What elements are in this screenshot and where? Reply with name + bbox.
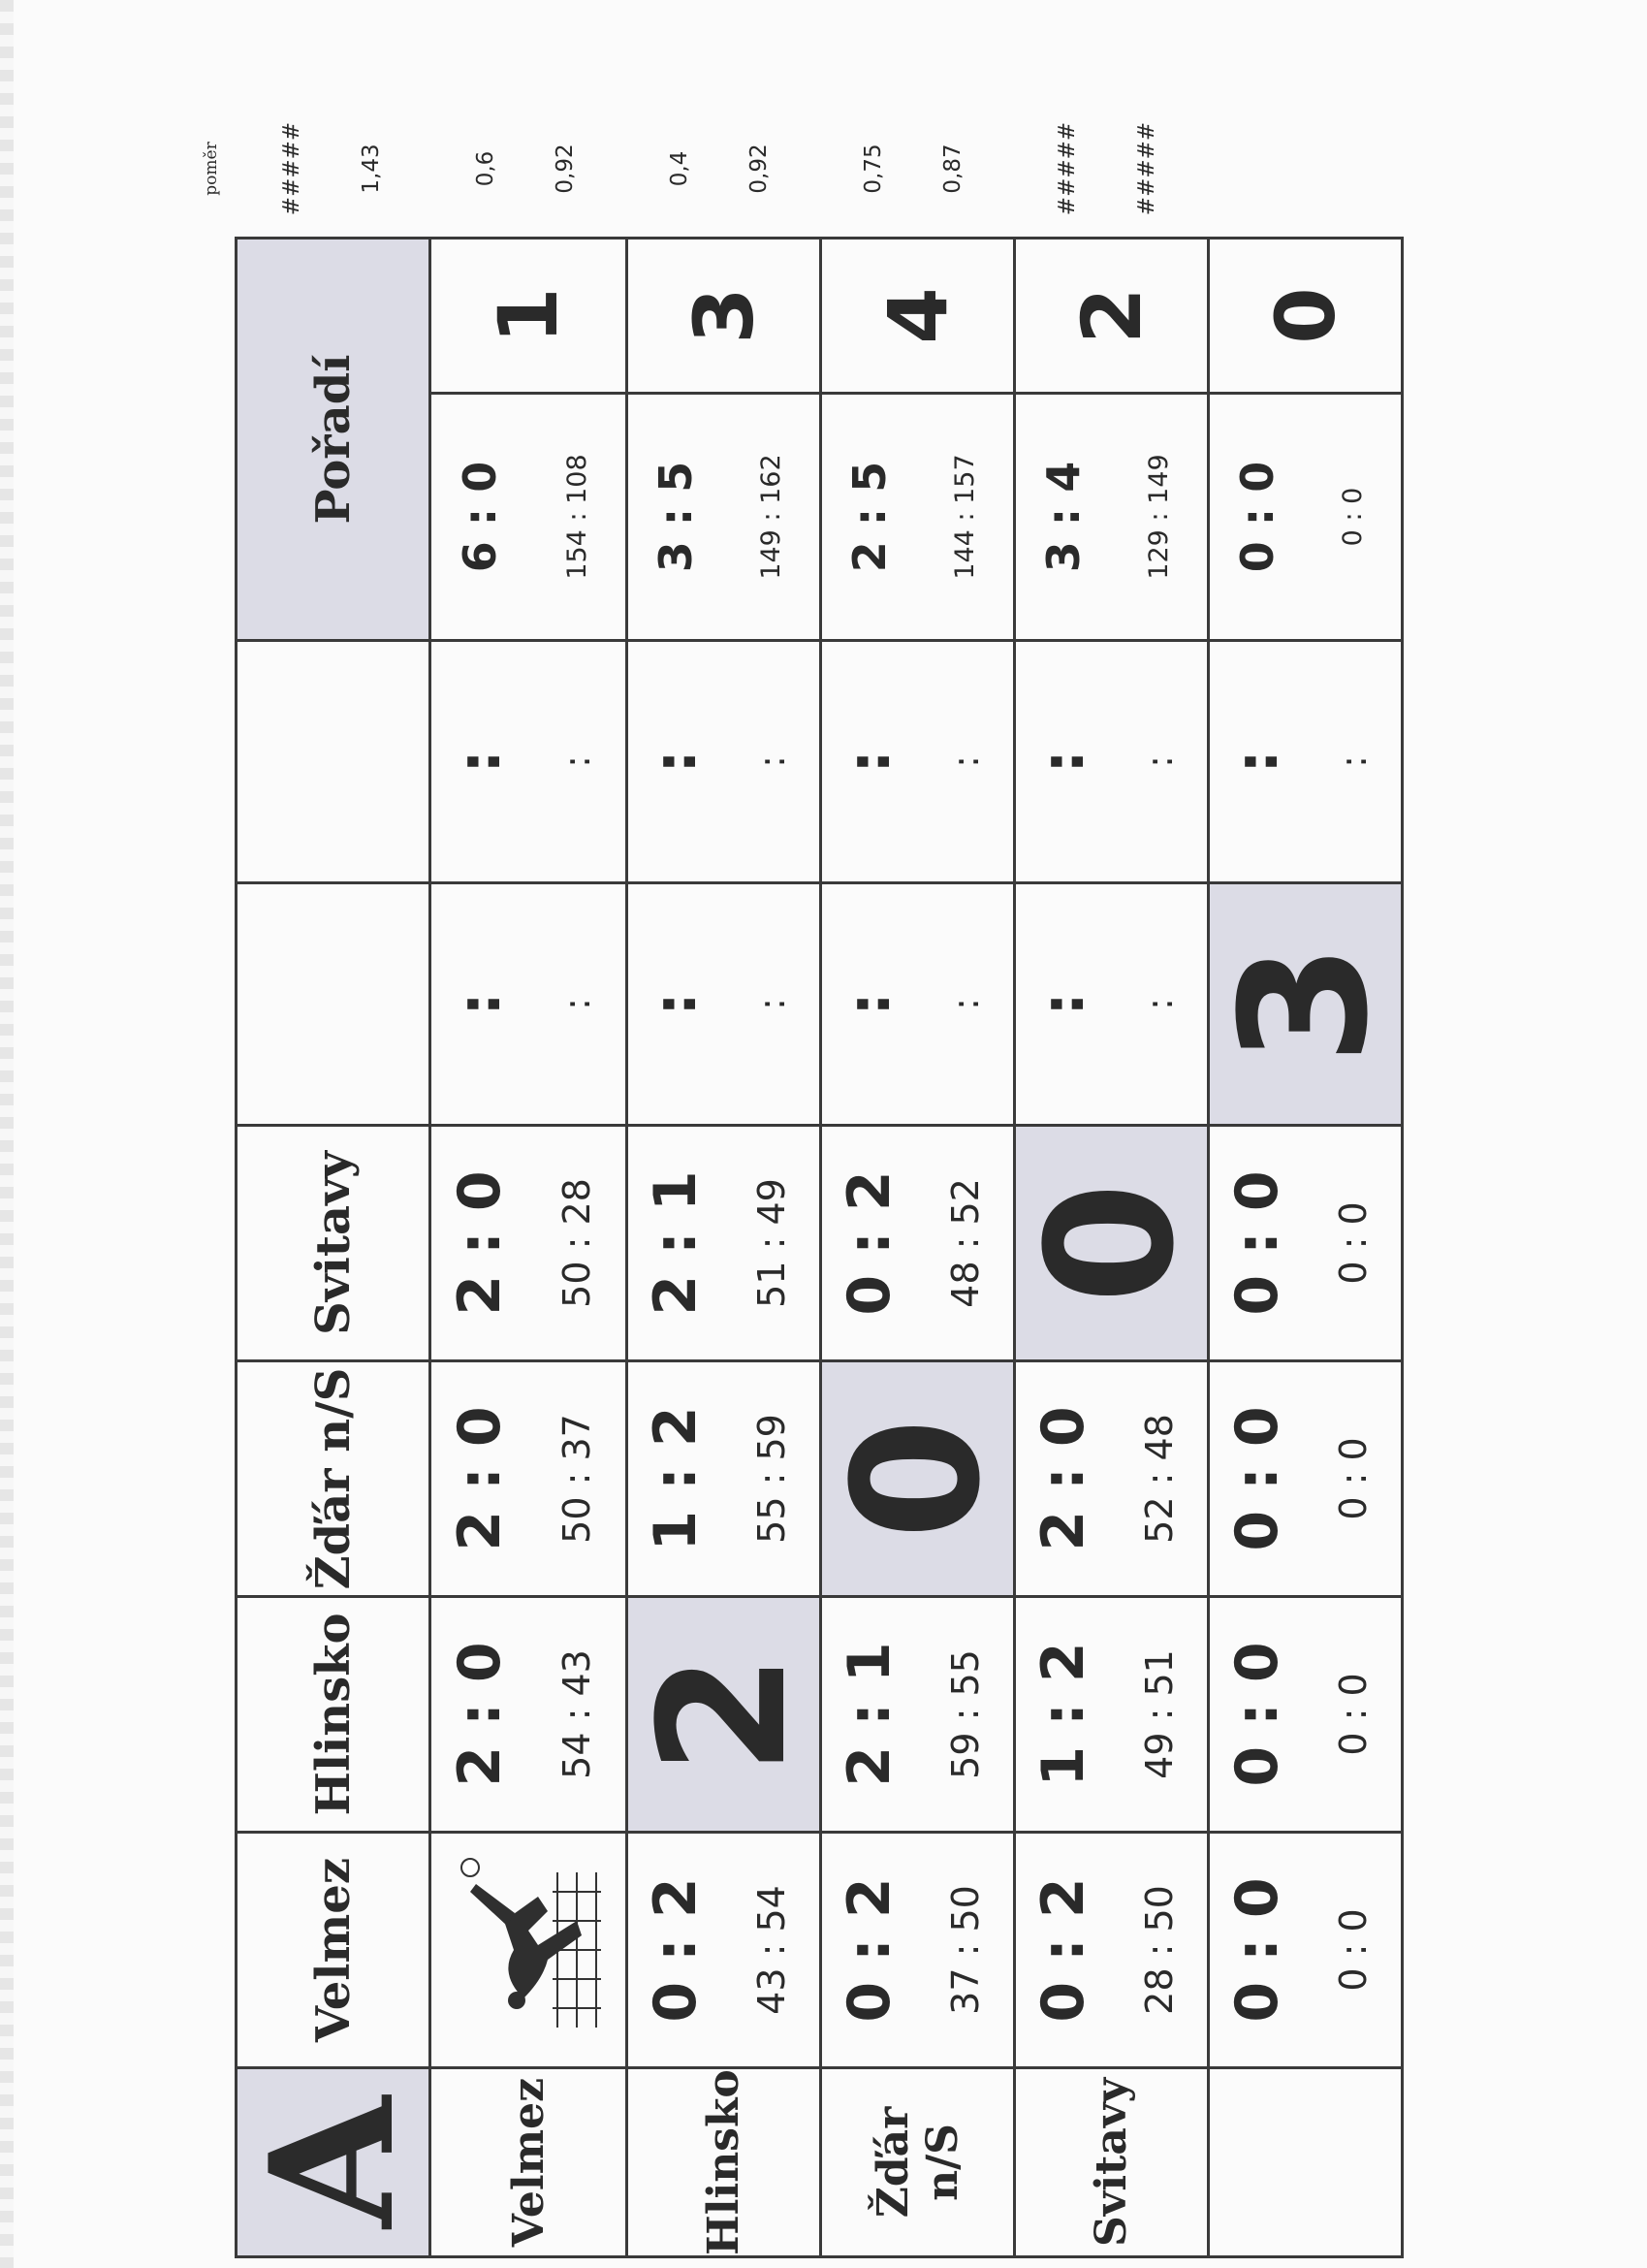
point-score: 28 : 50: [1137, 1885, 1181, 2015]
match-cell: [821, 641, 1015, 883]
row-head-label: Žďár n/S: [868, 2106, 967, 2219]
point-ratio: 0,87: [940, 144, 966, 194]
col-head-zdar: [237, 1361, 430, 1597]
match-cell: [430, 641, 627, 883]
point-score: 0 : 0: [1331, 1673, 1375, 1756]
set-score: 2 : 0: [446, 1406, 514, 1551]
match-cell: [1015, 1597, 1209, 1833]
match-cell: [430, 1361, 627, 1597]
point-score: :: [1137, 998, 1181, 1010]
point-score: :: [749, 755, 793, 768]
match-cell: [1209, 641, 1403, 883]
match-cell: [627, 641, 821, 883]
point-score: 37 : 50: [943, 1885, 987, 2015]
set-score: 0 : 0: [1223, 1877, 1292, 2023]
match-cell: [1015, 1361, 1209, 1597]
set-score: 0 : 0: [1223, 1642, 1292, 1787]
set-score: :: [642, 750, 711, 774]
diagonal-cell: [1203, 883, 1407, 1126]
header-row: [237, 239, 430, 2257]
match-cell: [627, 1833, 821, 2068]
match-cell: [1209, 1597, 1403, 1833]
row-head-label: Hlinsko: [699, 2069, 748, 2255]
total-points: 144 : 157: [950, 454, 981, 580]
group-letter: A: [234, 2096, 432, 2228]
total-sets: 3 : 5: [649, 461, 703, 573]
rank-cell: [1209, 239, 1403, 641]
set-score: 2 : 1: [836, 1642, 904, 1787]
point-score: 49 : 51: [1137, 1649, 1181, 1779]
set-ratio: #####: [1055, 121, 1080, 216]
match-cell: [821, 1126, 1015, 1361]
point-score: :: [1331, 755, 1375, 768]
rank-cell: [627, 239, 821, 641]
set-score: 0 : 0: [1223, 1406, 1292, 1551]
match-cell: [430, 883, 627, 1126]
row-head-hlinsko: [627, 2068, 821, 2257]
set-score: 2 : 0: [446, 1642, 514, 1787]
col-head-label: Velmez: [305, 1857, 361, 2043]
rank-cell: [1015, 239, 1209, 641]
set-score: 2 : 0: [1029, 1406, 1098, 1551]
set-score: 0 : 2: [836, 1877, 904, 2023]
col-head-label: Žďár n/S: [305, 1367, 361, 1590]
col-head-rank: [237, 239, 430, 641]
set-score: 0 : 2: [642, 1877, 711, 2023]
total-sets: 6 : 0: [454, 461, 506, 573]
table-row: [821, 239, 1015, 2257]
total-sets: 0 : 0: [1231, 461, 1284, 573]
match-cell: [1015, 1833, 1209, 2068]
place-number: 2: [1016, 240, 1207, 395]
point-score: 0 : 0: [1331, 1201, 1375, 1285]
col-head-svitavy: [237, 1126, 430, 1361]
set-ratio: 0,75: [861, 144, 886, 194]
set-score: :: [836, 750, 904, 774]
set-ratio: #####: [279, 121, 304, 216]
point-score: 51 : 49: [749, 1178, 793, 1308]
match-cell: [1015, 883, 1209, 1126]
point-score: 52 : 48: [1137, 1414, 1181, 1544]
set-score: 0 : 0: [1223, 1170, 1292, 1316]
total-points: 149 : 162: [756, 454, 787, 580]
total-points: 129 : 149: [1144, 454, 1175, 580]
set-ratio: 0,6: [473, 150, 498, 187]
total-sets: 3 : 4: [1037, 461, 1091, 573]
group-cell: [234, 2068, 432, 2257]
match-cell: [1209, 1126, 1403, 1361]
point-score: 0 : 0: [1331, 1437, 1375, 1520]
point-ratio: 1,43: [359, 144, 384, 194]
rank-cell: [821, 239, 1015, 641]
col-head-hlinsko: [237, 1597, 430, 1833]
place-number: 0: [1210, 240, 1401, 395]
table-row: [1209, 239, 1403, 2257]
diagonal-cell: [1009, 1126, 1213, 1361]
point-score: 50 : 37: [555, 1414, 598, 1544]
point-ratio: #####: [1134, 121, 1159, 216]
point-ratio: 0,92: [746, 144, 772, 194]
set-score: 2 : 1: [642, 1170, 711, 1316]
total-sets: 2 : 5: [843, 461, 897, 573]
point-score: :: [1137, 755, 1181, 768]
point-score: 50 : 28: [555, 1178, 598, 1308]
match-cell: [1209, 1361, 1403, 1597]
col-head-empty-5: [237, 883, 430, 1126]
match-cell: [821, 1597, 1015, 1833]
point-score: :: [555, 998, 598, 1010]
point-score: 54 : 43: [555, 1649, 598, 1779]
match-cell: [627, 883, 821, 1126]
match-cell: [821, 1833, 1015, 2068]
table-row: [430, 239, 627, 2257]
match-cell: [1015, 641, 1209, 883]
match-cell: [821, 883, 1015, 1126]
place-number: 4: [822, 240, 1013, 395]
set-score: :: [446, 750, 514, 774]
volleyball-player-icon: [431, 1834, 625, 2066]
place-number: 1: [431, 240, 625, 395]
ratio-label: poměr: [202, 142, 221, 196]
row-head-label: Velmez: [503, 2077, 554, 2248]
set-score: :: [446, 992, 514, 1016]
point-score: 48 : 52: [943, 1178, 987, 1308]
point-ratio: 0,92: [553, 144, 578, 194]
table-row: [627, 239, 821, 2257]
set-score: :: [642, 992, 711, 1016]
col-head-label: Hlinsko: [305, 1613, 361, 1816]
diagonal-number: 0: [1009, 1182, 1213, 1304]
set-score: 1 : 2: [1029, 1642, 1098, 1787]
point-score: 0 : 0: [1331, 1908, 1375, 1992]
set-ratio: 0,4: [667, 150, 692, 187]
rank-header: Pořadí: [305, 354, 361, 525]
rank-cell: [430, 239, 627, 641]
point-score: :: [943, 998, 987, 1010]
table-row: [1015, 239, 1209, 2257]
set-score: :: [1029, 992, 1098, 1016]
set-score: :: [1223, 750, 1292, 774]
point-score: :: [555, 755, 598, 768]
diagonal-number: 2: [621, 1653, 825, 1775]
set-score: 2 : 0: [446, 1170, 514, 1316]
total-points: 0 : 0: [1338, 487, 1369, 547]
col-head-label: Svitavy: [305, 1151, 361, 1335]
point-score: 59 : 55: [943, 1649, 987, 1779]
point-score: :: [749, 998, 793, 1010]
total-points: 154 : 108: [561, 454, 592, 580]
diagonal-cell: [815, 1361, 1019, 1597]
point-score: 43 : 54: [749, 1885, 793, 2015]
row-head-velmez: [430, 2068, 627, 2257]
match-cell: [627, 1361, 821, 1597]
diagonal-number: 3: [1203, 942, 1407, 1066]
diagonal-cell: [621, 1597, 825, 1833]
set-score: 0 : 2: [1029, 1877, 1098, 2023]
set-score: :: [1029, 750, 1098, 774]
set-score: 1 : 2: [642, 1406, 711, 1551]
row-head-zdar: [821, 2068, 1015, 2257]
row-head-empty: [1209, 2068, 1403, 2257]
point-score: :: [943, 755, 987, 768]
volleyball-logo-cell: [430, 1833, 627, 2068]
row-head-svitavy: [1015, 2068, 1209, 2257]
set-score: :: [836, 992, 904, 1016]
match-cell: [430, 1597, 627, 1833]
diagonal-number: 0: [815, 1418, 1019, 1540]
col-head-empty-6: [237, 641, 430, 883]
standings-table: [234, 237, 1407, 2258]
row-head-label: Svitavy: [1087, 2077, 1136, 2248]
set-score: 0 : 2: [836, 1170, 904, 1316]
point-score: 55 : 59: [749, 1414, 793, 1544]
match-cell: [627, 1126, 821, 1361]
place-number: 3: [628, 240, 819, 395]
col-head-velmez: [237, 1833, 430, 2068]
match-cell: [430, 1126, 627, 1361]
match-cell: [1209, 1833, 1403, 2068]
